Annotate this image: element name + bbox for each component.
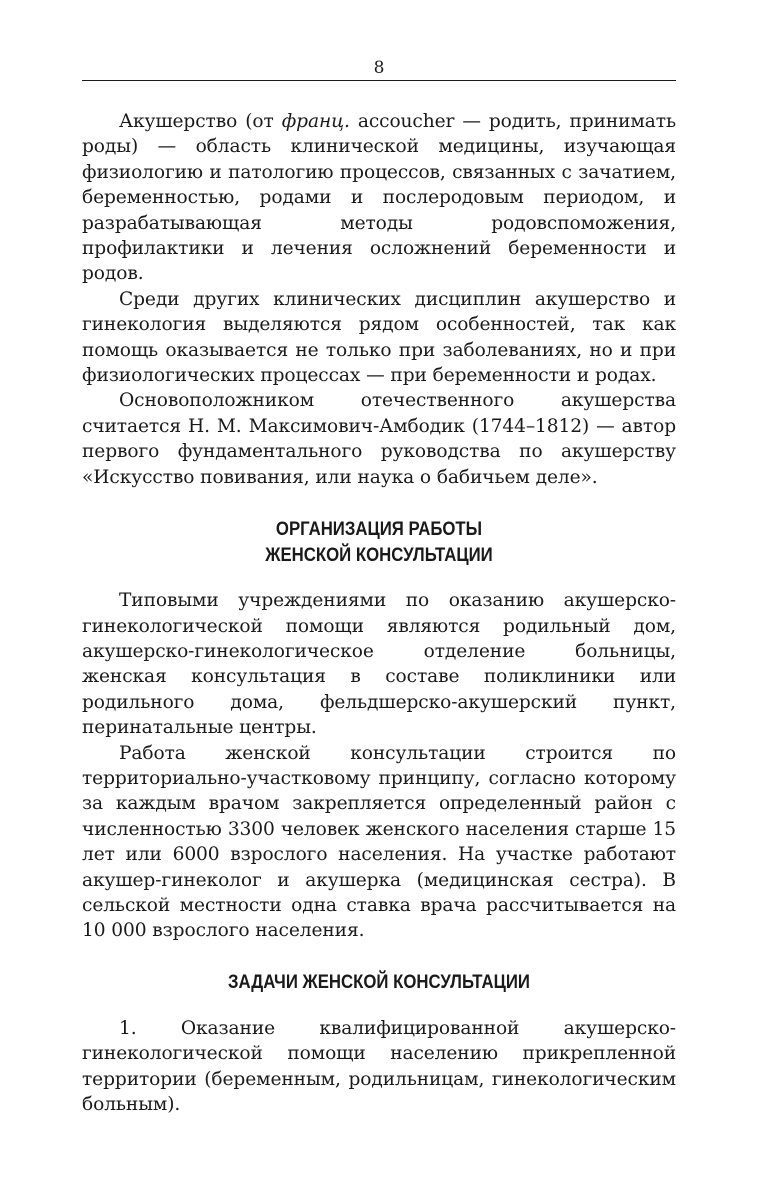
organization-paragraph-2: Работа женской консультации строится по территориально-участковому принципу, согласно которому за каждым врачом закрепляется определенный район с численностью 3300 человек женского населения старше 15 лет или 6000 взрослого населения. На участке работают акушер-гинеколог и акушерка (медицинская сестра). В сельской местности одна ставка врача рассчитывается на 10 000 взрослого населения. (82, 742, 676, 942)
intro-paragraph-1-italic: франц. (281, 111, 350, 132)
section-heading-organization-line-1: ОРГАНИЗАЦИЯ РАБОТЫ (275, 518, 483, 541)
intro-section (82, 109, 676, 490)
section-heading-organization (82, 516, 676, 568)
organization-section (82, 588, 676, 944)
section-heading-organization-line-2: ЖЕНСКОЙ КОНСУЛЬТАЦИИ (265, 544, 493, 567)
organization-paragraph-1: Типовыми учреждениями по оказанию акушерско-гинекологической помощи являются родильный дом, акушерско-гинекологическое отделение больницы, женская консультация в составе поликлиники или родильного дома, фельдшерско-акушерский пункт, перинатальные центры. (82, 590, 676, 739)
intro-paragraph-1 (82, 109, 676, 287)
section-heading-tasks (82, 969, 676, 995)
section-heading-tasks-title: ЗАДАЧИ ЖЕНСКОЙ КОНСУЛЬТАЦИИ (228, 970, 530, 993)
book-page (82, 58, 676, 1117)
tasks-item-1: 1. Оказание квалифицированной акушерско-гинекологической помощи населению прикрепленной территории (беременным, родильницам, гинекологическим больным). (82, 1017, 676, 1115)
intro-paragraph-3: Основоположником отечественного акушерства считается Н. М. Максимович-Амбодик (1744–1812) — автор первого фундаментального руководства по акушерству «Искусство повивания, или наука о бабичьем деле». (82, 390, 676, 488)
intro-paragraph-1-prefix: Акушерство (от (119, 111, 282, 132)
intro-paragraph-1-rest: accoucher — родить, принимать роды) — область клинической медицины, изучающая физиологию и патологию процессов, связанных с зачатием, беременностью, родами и послеродовым периодом, и разрабатывающая методы родовспоможения, профилактики и лечения осложнений беременности и родов. (82, 111, 676, 285)
page-number: 8 (373, 58, 385, 78)
intro-paragraph-2: Среди других клинических дисциплин акушерство и гинекология выделяются рядом особенностей, так как помощь оказывается не только при заболеваниях, но и при физиологических процессах — при беременности и родах. (82, 288, 676, 387)
header-rule (82, 80, 676, 81)
tasks-section (82, 1016, 676, 1118)
